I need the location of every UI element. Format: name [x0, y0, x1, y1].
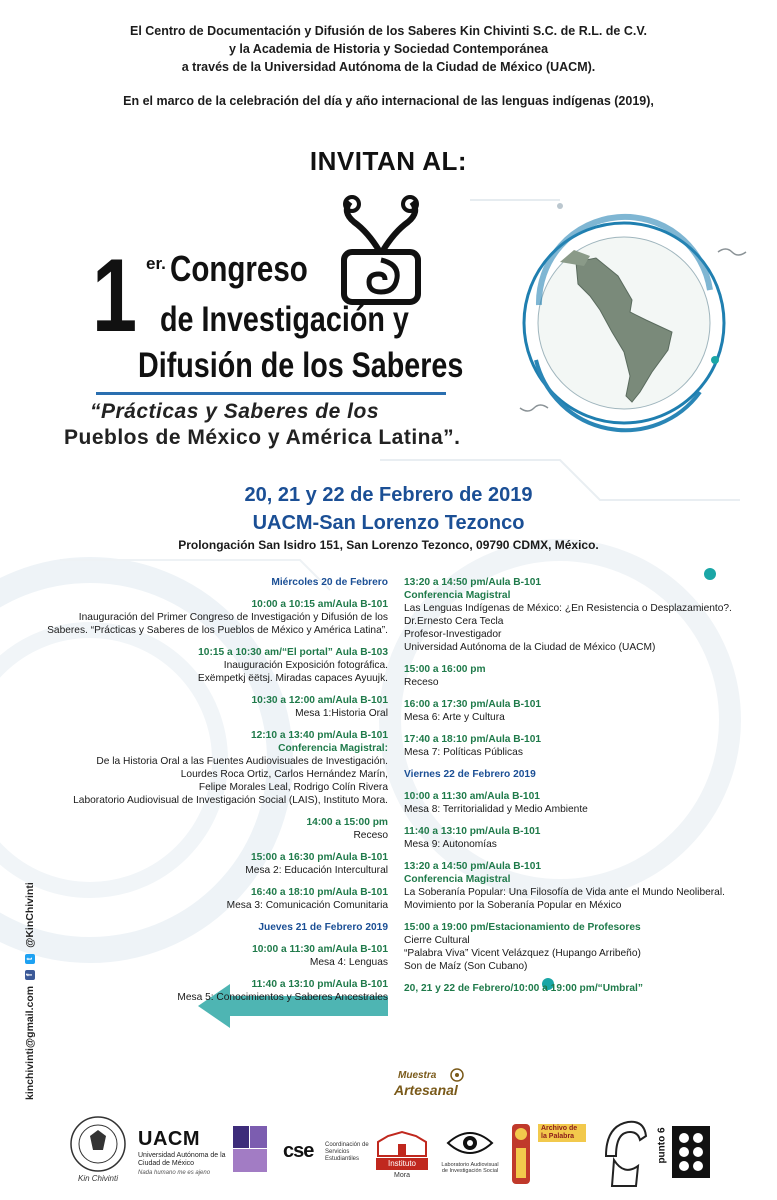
subtitle-line-1: “Prácticas y Saberes de los — [90, 400, 379, 423]
schedule-line: Exëmpetkj ëëtsj. Miradas capaces Ayuujk. — [197, 673, 388, 684]
schedule-block — [40, 598, 388, 637]
mora-title: Instituto — [376, 1158, 428, 1170]
schedule-block — [40, 851, 388, 877]
schedule-line: Receso — [353, 830, 388, 841]
schedule-day: Jueves 21 de Febrero 2019 — [258, 922, 388, 933]
title-line-2: de Investigación y — [160, 300, 409, 339]
schedule-line: Inauguración Exposición fotográfica. — [223, 660, 388, 671]
kin-chivinti-label: Kin Chivinti — [77, 1174, 118, 1183]
lais-subtitle: Laboratorio Audiovisual de Investigación Social — [441, 1162, 499, 1174]
schedule-line: Profesor-Investigador — [404, 629, 502, 640]
schedule-line: Receso — [404, 677, 439, 688]
schedule-subtitle: Conferencia Magistral: — [278, 743, 388, 754]
schedule-block — [404, 860, 764, 912]
punto6-dots-icon — [672, 1126, 710, 1178]
schedule-line: Mesa 3: Comunicación Comunitaria — [226, 900, 388, 911]
archivo-figure-icon — [506, 1118, 536, 1188]
schedule-block — [404, 576, 764, 654]
schedule-line: Laboratorio Audiovisual de Investigación Social (LAIS), Instituto Mora. — [73, 795, 388, 806]
uacm-subtitle: Universidad Autónoma de la Ciudad de México — [138, 1152, 226, 1167]
schedule-block — [40, 694, 388, 720]
schedule-block — [40, 921, 388, 934]
subtitle-line-2: Pueblos de México y América Latina”. — [64, 426, 461, 449]
schedule-time: 10:00 a 10:15 am/Aula B-101 — [251, 599, 388, 610]
mora-building-icon — [374, 1130, 430, 1158]
hsc-logo-icon — [233, 1126, 267, 1172]
schedule-block — [404, 733, 764, 759]
athena-helmet-icon — [596, 1116, 652, 1190]
logo-archivo-palabra — [506, 1118, 586, 1190]
schedule-line: Dr.Ernesto Cera Tecla — [404, 616, 504, 627]
schedule-block — [404, 790, 764, 816]
schedule-time: 11:40 a 13:10 pm/Aula B-101 — [251, 979, 388, 990]
schedule-line: Mesa 8: Territorialidad y Medio Ambiente — [404, 804, 588, 815]
schedule-line: Movimiento por la Soberanía Popular en México — [404, 900, 622, 911]
logo-kin-chivinti — [66, 1114, 130, 1190]
schedule-block — [404, 921, 764, 973]
artesanal-ornament-icon — [450, 1068, 464, 1082]
schedule-time: 13:20 a 14:50 pm/Aula B-101 — [404, 861, 542, 872]
logo-instituto-mora — [374, 1130, 430, 1180]
twitter-icon[interactable]: t — [25, 954, 35, 964]
schedule-line: Las Lenguas Indígenas de México: ¿En Resistencia o Desplazamiento?. — [404, 603, 732, 614]
title-underline — [96, 392, 446, 395]
schedule-time: 10:15 a 10:30 am/“El portal” Aula B-103 — [198, 647, 388, 658]
schedule-line: Mesa 2: Educación Intercultural — [245, 865, 388, 876]
title-line-3: Difusión de los Saberes — [138, 346, 464, 385]
muestra-artesanal-logo — [392, 1068, 472, 1108]
schedule-left-column — [40, 576, 388, 1013]
schedule-line: Universidad Autónoma de la Ciudad de México (UACM) — [404, 642, 656, 653]
schedule-line: Mesa 1:Historia Oral — [295, 708, 388, 719]
schedule-line: De la Historia Oral a las Fuentes Audiovisuales de Investigación. — [96, 756, 388, 767]
uacm-title: UACM — [138, 1128, 200, 1150]
intro-line-1: El Centro de Documentación y Difusión de los Saberes Kin Chivinti S.C. de R.L. de C.V. — [130, 24, 647, 38]
schedule-block — [40, 978, 388, 1004]
schedule-day: Viernes 22 de Febrero 2019 — [404, 769, 536, 780]
schedule-time: 20, 21 y 22 de Febrero/10:00 a 19:00 pm/“Umbral” — [404, 983, 643, 994]
event-dates: 20, 21 y 22 de Febrero de 2019 — [244, 484, 533, 506]
cse-subtitle: Coordinación de Servicios Estudiantiles — [325, 1142, 369, 1162]
title-ordinal: er. — [146, 254, 166, 273]
punto6-label: punto 6 — [656, 1127, 668, 1164]
eye-icon — [440, 1126, 500, 1160]
schedule-block — [40, 816, 388, 842]
logo-uacm — [138, 1128, 234, 1188]
intro-text — [0, 22, 777, 110]
artesanal-line-2: Artesanal — [394, 1082, 458, 1098]
schedule-line: Mesa 6: Arte y Cultura — [404, 712, 505, 723]
schedule-time: 16:00 a 17:30 pm/Aula B-101 — [404, 699, 542, 710]
schedule-time: 10:30 a 12:00 am/Aula B-101 — [251, 695, 388, 706]
schedule-line: Mesa 9: Autonomías — [404, 839, 497, 850]
schedule-block — [404, 825, 764, 851]
schedule-time: 12:10 a 13:40 pm/Aula B-101 — [250, 730, 388, 741]
kin-chivinti-seal-icon — [66, 1114, 130, 1174]
archivo-label: Archivo de la Palabra — [538, 1124, 586, 1142]
schedule-time: 15:00 a 16:00 pm — [404, 664, 486, 675]
schedule-line: Mesa 5: Conocimientos y Saberes Ancestrales — [177, 992, 388, 1003]
schedule-time: 10:00 a 11:30 am/Aula B-101 — [252, 944, 388, 955]
intro-line-2: y la Academia de Historia y Sociedad Contemporánea — [228, 42, 549, 56]
artesanal-line-1: Muestra — [398, 1070, 437, 1081]
logo-lais — [440, 1126, 500, 1186]
schedule-time: 17:40 a 18:10 pm/Aula B-101 — [404, 734, 542, 745]
congreso-emblem-icon — [338, 194, 424, 306]
schedule-time: 11:40 a 13:10 pm/Aula B-101 — [404, 826, 541, 837]
logo-hsc — [233, 1126, 267, 1172]
schedule-time: 15:00 a 19:00 pm/Estacionamiento de Profesores — [404, 922, 641, 933]
schedule-block — [404, 768, 764, 781]
schedule-subtitle: Conferencia Magistral — [404, 874, 511, 885]
schedule-line: “Palabra Viva” Vicent Velázquez (Hupango Arribeño) — [404, 948, 641, 959]
schedule-line: Son de Maíz (Son Cubano) — [404, 961, 528, 972]
schedule-time: 13:20 a 14:50 pm/Aula B-101 — [404, 577, 542, 588]
schedule-block — [40, 886, 388, 912]
schedule-block — [40, 729, 388, 807]
event-address: Prolongación San Isidro 151, San Lorenzo Tezonco, 09790 CDMX, México. — [178, 538, 599, 552]
schedule-day: Miércoles 20 de Febrero — [271, 577, 388, 588]
schedule-right-column — [404, 576, 764, 1004]
schedule-line: Cierre Cultural — [404, 935, 470, 946]
cse-title: cse — [283, 1140, 314, 1162]
schedule-time: 15:00 a 16:30 pm/Aula B-101 — [250, 852, 388, 863]
schedule-line: Inauguración del Primer Congreso de Investigación y Difusión de los — [78, 612, 388, 623]
schedule-line: Saberes. “Prácticas y Saberes de los Pueblos de México y América Latina”. — [47, 625, 388, 636]
title-number: 1 — [92, 238, 138, 354]
email-text[interactable]: kinchivinti@gmail.com — [24, 985, 36, 1100]
schedule-block — [404, 663, 764, 689]
schedule-block — [404, 698, 764, 724]
logo-cse — [283, 1140, 371, 1164]
logo-atenea — [596, 1116, 652, 1190]
facebook-icon[interactable]: f — [25, 970, 35, 980]
schedule-line: Mesa 4: Lenguas — [309, 957, 388, 968]
intro-line-4: En el marco de la celebración del día y año internacional de las lenguas indígenas (2019), — [123, 94, 654, 108]
schedule-line: La Soberanía Popular: Una Filosofía de Vida ante el Mundo Neoliberal. — [404, 887, 725, 898]
schedule-time: 16:40 a 18:10 pm/Aula B-101 — [250, 887, 388, 898]
schedule-block — [404, 982, 764, 995]
title-word-congreso: Congreso — [170, 248, 308, 289]
schedule-time: 10:00 a 11:30 am/Aula B-101 — [404, 791, 540, 802]
schedule-line: Lourdes Roca Ortiz, Carlos Hernández Marín, — [180, 769, 388, 780]
schedule-time: 14:00 a 15:00 pm — [306, 817, 388, 828]
event-venue: UACM-San Lorenzo Tezonco — [252, 512, 525, 534]
invitan-heading: INVITAN AL: — [309, 146, 468, 176]
schedule-block — [40, 576, 388, 589]
schedule-block — [40, 943, 388, 969]
uacm-motto: Nada humano me es ajeno — [138, 1170, 211, 1176]
schedule-subtitle: Conferencia Magistral — [404, 590, 511, 601]
intro-line-3: a través de la Universidad Autónoma de la Ciudad de México (UACM). — [181, 60, 596, 74]
mora-subtitle: Mora — [394, 1172, 410, 1179]
schedule-block — [40, 646, 388, 685]
schedule-line: Mesa 7: Políticas Públicas — [404, 747, 523, 758]
logo-punto-6 — [658, 1126, 710, 1178]
schedule-line: Felipe Morales Leal, Rodrigo Colín Rivera — [198, 782, 388, 793]
social-handle[interactable]: @KinChivinti — [24, 882, 36, 948]
